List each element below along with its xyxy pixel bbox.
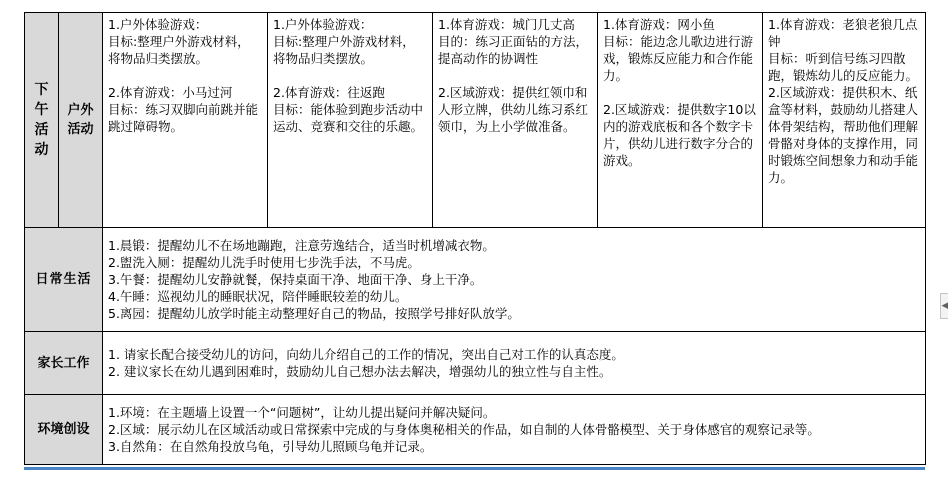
day5-g1-title: 1.体育游戏：老狼老狼几点钟: [768, 17, 918, 49]
day5-g1-desc: 目标：听到信号练习四散跑，锻炼幼儿的反应能力。: [768, 51, 919, 83]
afternoon-label-text: 下午活动: [34, 82, 49, 158]
day2-g2-title: 2.体育游戏：往返跑: [273, 85, 385, 100]
day5-g2-title: 2.区域游戏：提供积木、纸盒等材料，鼓励幼儿搭建人体骨架结构，帮助他们理解骨骼对身体的支撑作用，同时锻炼空间想象力和动手能力。: [768, 85, 919, 185]
daily-life-label-text: 日常生活: [35, 272, 92, 287]
daily-item-5: 5.离园：提醒幼儿放学时能主动整理好自己的物品，按照学号排好队放学。: [108, 306, 520, 321]
day-cell-1: [103, 13, 268, 228]
day-cell-3: [433, 13, 598, 228]
plan-table: [24, 12, 926, 465]
day3-g1-desc: 目的：练习正面钻的方法，提高动作的协调性: [438, 34, 589, 66]
page-bottom-accent-bar: [24, 467, 925, 470]
parents-item-1: 1. 请家长配合接受幼儿的访问，向幼儿介绍自己的工作的情况，突出自己对工作的认真态度。: [108, 347, 624, 362]
day3-g2-title: 2.区域游戏：提供红领巾和人形立牌，供幼儿练习系红领巾，为上小学做准备。: [438, 85, 589, 134]
day-cell-5: [763, 13, 926, 228]
day4-g1-desc: 目标：能边念儿歌边进行游戏，锻炼反应能力和合作能力。: [603, 34, 754, 83]
environment-content: [103, 395, 926, 465]
day2-g2-desc: 目标：能体验到跑步活动中运动、竞赛和交往的乐趣。: [273, 102, 424, 134]
daily-life-label: [25, 228, 103, 332]
daily-life-row: [25, 228, 926, 332]
outdoor-label-text: 户外活动: [67, 103, 94, 137]
day-cell-4: [598, 13, 763, 228]
afternoon-label: [25, 13, 59, 228]
day2-g1-desc: 目标:整理户外游戏材料，将物品归类摆放。: [273, 34, 415, 66]
daily-item-2: 2.盥洗入厕：提醒幼儿洗手时使用七步洗手法，不马虎。: [108, 255, 420, 270]
environment-label-text: 环境创设: [37, 422, 90, 437]
day4-g2-title: 2.区域游戏：提供数字10以内的游戏底板和各个数字卡片，供幼儿进行数字分合的游戏。: [603, 102, 756, 168]
daily-life-content: [103, 228, 926, 332]
day1-g2-title: 2.体育游戏：小马过河: [108, 85, 233, 100]
environment-label: [25, 395, 103, 465]
env-item-3: 3.自然角：在自然角投放乌龟，引导幼儿照顾乌龟并记录。: [108, 439, 433, 454]
parents-row: [25, 332, 926, 395]
day1-g1-title: 1.户外体验游戏：: [108, 17, 208, 32]
parents-item-2: 2. 建议家长在幼儿遇到困难时，鼓励幼儿自己想办法去解决，增强幼儿的独立性与自主性。: [108, 364, 612, 379]
day1-g1-desc: 目标:整理户外游戏材料，将物品归类摆放。: [108, 34, 250, 66]
day2-g1-title: 1.户外体验游戏：: [273, 17, 373, 32]
daily-item-4: 4.午睡：巡视幼儿的睡眠状况，陪伴睡眠较差的幼儿。: [108, 289, 408, 304]
day4-g1-title: 1.体育游戏：网小鱼: [603, 17, 715, 32]
collapse-arrow-icon[interactable]: ◀: [940, 293, 948, 319]
daily-item-3: 3.午餐：提醒幼儿安静就餐，保持桌面干净、地面干净、身上干净。: [108, 272, 483, 287]
environment-row: [25, 395, 926, 465]
day3-g1-title: 1.体育游戏：城门几丈高: [438, 17, 575, 32]
parents-label: [25, 332, 103, 395]
parents-content: [103, 332, 926, 395]
env-item-2: 2.区域：展示幼儿在区域活动或日常探索中完成的与身体奥秘相关的作品，如自制的人体骨骼模型、关于身体感官的观察记录等。: [108, 422, 820, 437]
day1-g2-desc: 目标：练习双脚向前跳并能跳过障碍物。: [108, 102, 259, 134]
outdoor-label: [59, 13, 103, 228]
afternoon-row: [25, 13, 926, 228]
parents-label-text: 家长工作: [37, 355, 90, 371]
env-item-1: 1.环境：在主题墙上设置一个“问题树”，让幼儿提出疑问并解决疑问。: [108, 405, 496, 420]
day-cell-2: [268, 13, 433, 228]
daily-item-1: 1.晨锻：提醒幼儿不在场地蹦跑，注意劳逸结合，适当时机增减衣物。: [108, 238, 495, 253]
